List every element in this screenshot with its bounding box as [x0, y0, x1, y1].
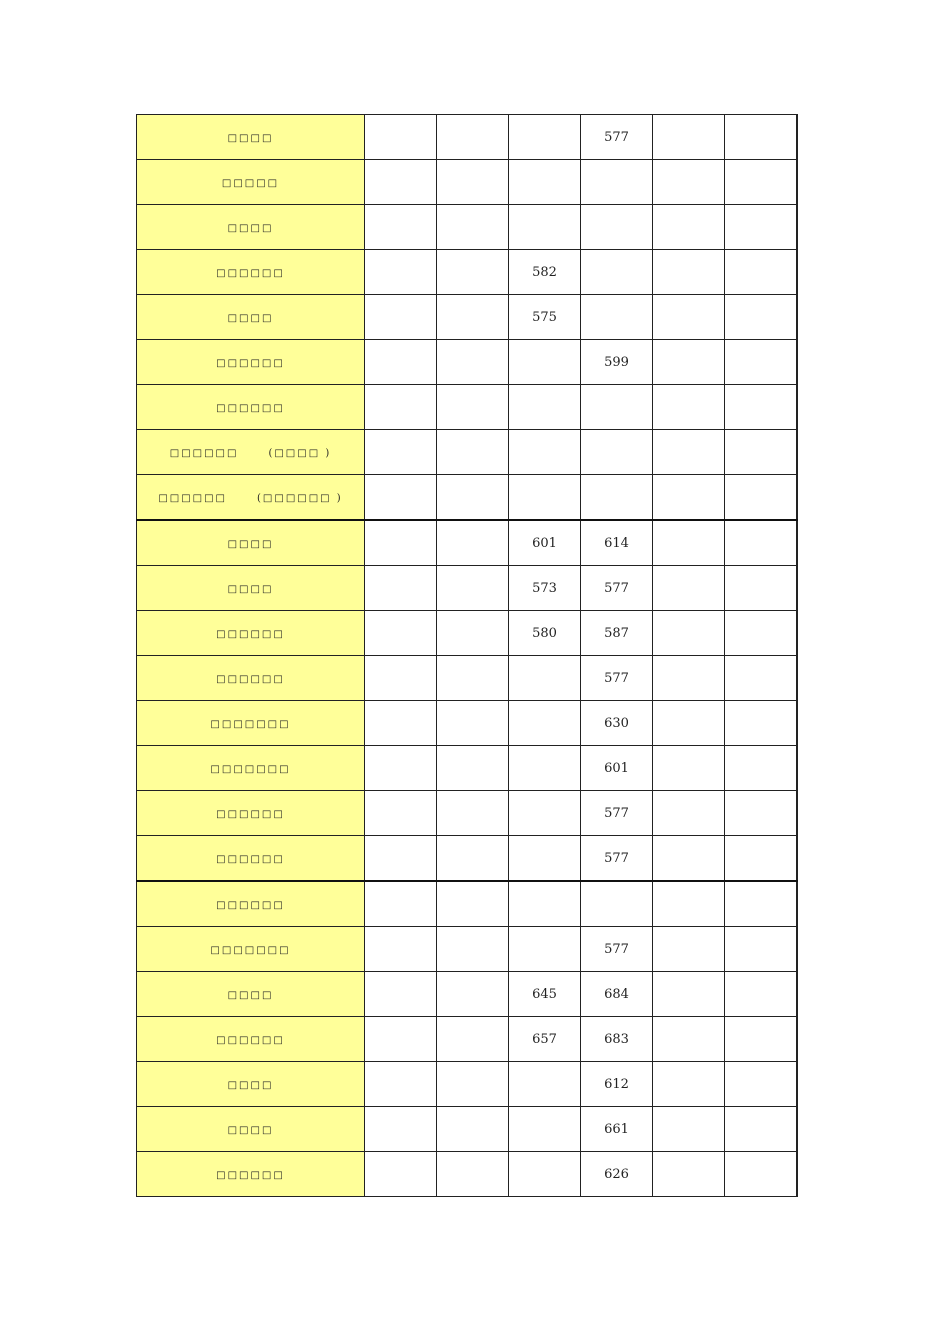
- row-label-cell: [137, 115, 365, 160]
- score-cell: 587: [581, 611, 653, 656]
- score-cell: [725, 791, 798, 836]
- table-row: [137, 340, 798, 385]
- score-cell: [653, 611, 725, 656]
- score-cell: [653, 656, 725, 701]
- row-label: □□□□: [227, 312, 274, 324]
- score-cell: [653, 385, 725, 430]
- row-label: □□□□□□: [216, 899, 285, 911]
- row-label-cell: [137, 1107, 365, 1152]
- score-cell: [725, 1107, 798, 1152]
- row-label: □□□□□□: [216, 267, 285, 279]
- score-cell: 684: [581, 972, 653, 1017]
- table-row: [137, 746, 798, 791]
- score-cell: [365, 1062, 437, 1107]
- score-cell: [653, 250, 725, 295]
- score-cell: [509, 115, 581, 160]
- score-cell: 612: [581, 1062, 653, 1107]
- row-label: □□□□□□: [216, 402, 285, 414]
- row-label: □□□□: [227, 132, 274, 144]
- score-cell: [509, 1152, 581, 1197]
- row-label: □□□□□□: [216, 1034, 285, 1046]
- score-cell: [653, 836, 725, 882]
- row-label-cell: [137, 927, 365, 972]
- table-row: [137, 520, 798, 566]
- table-row: [137, 701, 798, 746]
- score-cell: [653, 430, 725, 475]
- score-cell: 573: [509, 566, 581, 611]
- score-table-body: [137, 115, 798, 1197]
- row-label-cell: [137, 656, 365, 701]
- score-cell: [725, 1017, 798, 1062]
- score-cell: [653, 927, 725, 972]
- row-label: □□□□□: [221, 177, 280, 189]
- score-cell: [509, 791, 581, 836]
- row-label-cell: [137, 1017, 365, 1062]
- score-cell: [365, 250, 437, 295]
- row-sublabel: (□□□□□□ ): [257, 492, 343, 504]
- score-cell: 626: [581, 1152, 653, 1197]
- score-cell: [581, 385, 653, 430]
- score-cell: 599: [581, 340, 653, 385]
- row-label: □□□□□□□: [210, 718, 291, 730]
- row-label: □□□□□□: [216, 357, 285, 369]
- row-label-cell: [137, 836, 365, 882]
- table-row: [137, 475, 798, 521]
- score-cell: [365, 791, 437, 836]
- score-cell: [509, 746, 581, 791]
- score-cell: [365, 340, 437, 385]
- score-cell: [653, 1062, 725, 1107]
- score-cell: [365, 927, 437, 972]
- score-cell: [437, 701, 509, 746]
- score-cell: [509, 475, 581, 521]
- score-cell: [365, 475, 437, 521]
- score-cell: [725, 250, 798, 295]
- score-cell: [365, 611, 437, 656]
- score-cell: [365, 385, 437, 430]
- row-sublabel: (□□□□ ): [268, 447, 332, 459]
- score-cell: [725, 295, 798, 340]
- score-cell: [437, 881, 509, 927]
- score-cell: [509, 1107, 581, 1152]
- score-cell: [725, 1152, 798, 1197]
- score-cell: [653, 115, 725, 160]
- score-cell: [437, 1062, 509, 1107]
- score-cell: [725, 475, 798, 521]
- score-cell: [437, 205, 509, 250]
- table-row: [137, 1017, 798, 1062]
- score-cell: [437, 475, 509, 521]
- score-cell: [437, 385, 509, 430]
- row-label: □□□□: [227, 1079, 274, 1091]
- score-cell: [653, 295, 725, 340]
- score-cell: 601: [581, 746, 653, 791]
- row-label-cell: [137, 295, 365, 340]
- row-label-cell: [137, 746, 365, 791]
- score-cell: [725, 836, 798, 882]
- score-cell: 657: [509, 1017, 581, 1062]
- score-cell: 577: [581, 836, 653, 882]
- score-cell: [365, 1017, 437, 1062]
- table-row: [137, 791, 798, 836]
- score-cell: [581, 430, 653, 475]
- score-cell: [725, 1062, 798, 1107]
- score-cell: 580: [509, 611, 581, 656]
- row-label: □□□□: [227, 989, 274, 1001]
- row-label: □□□□□□: [158, 492, 228, 504]
- table-row: [137, 160, 798, 205]
- row-label: □□□□□□: [216, 628, 285, 640]
- row-label: □□□□□□: [169, 447, 239, 459]
- score-cell: [437, 295, 509, 340]
- row-label: □□□□□□: [216, 1169, 285, 1181]
- row-label-cell: [137, 701, 365, 746]
- score-cell: [653, 520, 725, 566]
- score-cell: [653, 1107, 725, 1152]
- score-cell: 577: [581, 115, 653, 160]
- score-cell: [581, 160, 653, 205]
- score-cell: [365, 205, 437, 250]
- score-cell: [653, 1152, 725, 1197]
- table-row: [137, 656, 798, 701]
- score-cell: [581, 205, 653, 250]
- row-label-cell: [137, 791, 365, 836]
- score-cell: [725, 746, 798, 791]
- score-cell: [653, 791, 725, 836]
- row-label: □□□□□□: [216, 853, 285, 865]
- score-cell: [725, 205, 798, 250]
- score-cell: [509, 836, 581, 882]
- score-cell: [653, 566, 725, 611]
- score-cell: [725, 385, 798, 430]
- score-cell: [437, 1017, 509, 1062]
- score-cell: [509, 1062, 581, 1107]
- table-row: [137, 611, 798, 656]
- row-label-cell: [137, 250, 365, 295]
- row-label: □□□□□□□: [210, 944, 291, 956]
- row-label: □□□□□□: [216, 808, 285, 820]
- score-cell: [581, 250, 653, 295]
- score-cell: [437, 791, 509, 836]
- table-row: [137, 1107, 798, 1152]
- score-cell: [725, 972, 798, 1017]
- score-cell: [365, 836, 437, 882]
- score-cell: [437, 746, 509, 791]
- row-label-cell: [137, 160, 365, 205]
- score-cell: 661: [581, 1107, 653, 1152]
- table-row: [137, 1152, 798, 1197]
- table-row: [137, 250, 798, 295]
- score-cell: [437, 1152, 509, 1197]
- score-cell: [365, 520, 437, 566]
- score-cell: [365, 881, 437, 927]
- score-cell: 601: [509, 520, 581, 566]
- score-cell: [365, 656, 437, 701]
- row-label-cell: [137, 340, 365, 385]
- row-label-cell: [137, 475, 365, 521]
- score-cell: [509, 385, 581, 430]
- score-cell: 582: [509, 250, 581, 295]
- row-label: □□□□□□□: [210, 763, 291, 775]
- row-label-cell: [137, 205, 365, 250]
- row-label-cell: [137, 1062, 365, 1107]
- score-cell: [653, 205, 725, 250]
- score-cell: [509, 701, 581, 746]
- score-cell: [725, 701, 798, 746]
- table-row: [137, 881, 798, 927]
- score-cell: 577: [581, 656, 653, 701]
- table-row: [137, 430, 798, 475]
- score-cell: [509, 927, 581, 972]
- score-cell: [437, 115, 509, 160]
- table-row: [137, 115, 798, 160]
- score-cell: [437, 927, 509, 972]
- score-cell: [653, 160, 725, 205]
- score-cell: 645: [509, 972, 581, 1017]
- score-cell: [437, 340, 509, 385]
- score-cell: [365, 746, 437, 791]
- row-label-cell: [137, 972, 365, 1017]
- table-row: [137, 927, 798, 972]
- score-cell: [725, 160, 798, 205]
- score-cell: [725, 340, 798, 385]
- row-label-cell: [137, 1152, 365, 1197]
- score-cell: 683: [581, 1017, 653, 1062]
- score-cell: 577: [581, 791, 653, 836]
- score-cell: [581, 475, 653, 521]
- row-label: □□□□□□: [216, 673, 285, 685]
- score-cell: [725, 881, 798, 927]
- score-cell: [437, 656, 509, 701]
- score-cell: [437, 520, 509, 566]
- row-label: □□□□: [227, 583, 274, 595]
- score-cell: [581, 881, 653, 927]
- score-cell: [509, 656, 581, 701]
- score-cell: [365, 701, 437, 746]
- score-cell: [365, 1152, 437, 1197]
- score-cell: 630: [581, 701, 653, 746]
- score-cell: 575: [509, 295, 581, 340]
- score-cell: [365, 566, 437, 611]
- score-cell: [437, 972, 509, 1017]
- score-cell: 577: [581, 566, 653, 611]
- score-cell: [725, 430, 798, 475]
- score-cell: [365, 972, 437, 1017]
- score-cell: [725, 115, 798, 160]
- score-cell: [437, 250, 509, 295]
- table-row: [137, 972, 798, 1017]
- row-label-cell: [137, 881, 365, 927]
- score-cell: [509, 430, 581, 475]
- score-cell: [653, 1017, 725, 1062]
- table-row: [137, 1062, 798, 1107]
- score-cell: [509, 881, 581, 927]
- score-cell: 577: [581, 927, 653, 972]
- score-cell: [509, 340, 581, 385]
- score-cell: [365, 160, 437, 205]
- table-row: [137, 566, 798, 611]
- score-cell: [653, 881, 725, 927]
- score-cell: [365, 430, 437, 475]
- score-cell: [437, 1107, 509, 1152]
- row-label: □□□□: [227, 222, 274, 234]
- score-cell: [653, 475, 725, 521]
- score-cell: [365, 295, 437, 340]
- score-cell: [653, 340, 725, 385]
- score-cell: [509, 160, 581, 205]
- row-label-cell: [137, 566, 365, 611]
- row-label-cell: [137, 611, 365, 656]
- score-cell: [725, 611, 798, 656]
- score-cell: [365, 1107, 437, 1152]
- score-cell: [437, 566, 509, 611]
- score-cell: [725, 656, 798, 701]
- score-table: [136, 114, 798, 1197]
- table-row: [137, 205, 798, 250]
- score-cell: [365, 115, 437, 160]
- score-cell: [653, 746, 725, 791]
- score-cell: [725, 566, 798, 611]
- score-cell: [725, 927, 798, 972]
- score-cell: [437, 836, 509, 882]
- table-row: [137, 385, 798, 430]
- score-cell: [653, 972, 725, 1017]
- row-label-cell: [137, 520, 365, 566]
- row-label: □□□□: [227, 1124, 274, 1136]
- score-cell: [437, 430, 509, 475]
- score-cell: [581, 295, 653, 340]
- score-cell: [725, 520, 798, 566]
- table-row: [137, 836, 798, 882]
- score-cell: [437, 611, 509, 656]
- row-label-cell: [137, 385, 365, 430]
- score-cell: [653, 701, 725, 746]
- row-label-cell: [137, 430, 365, 475]
- score-cell: 614: [581, 520, 653, 566]
- score-cell: [509, 205, 581, 250]
- score-cell: [437, 160, 509, 205]
- table-row: [137, 295, 798, 340]
- row-label: □□□□: [227, 538, 274, 550]
